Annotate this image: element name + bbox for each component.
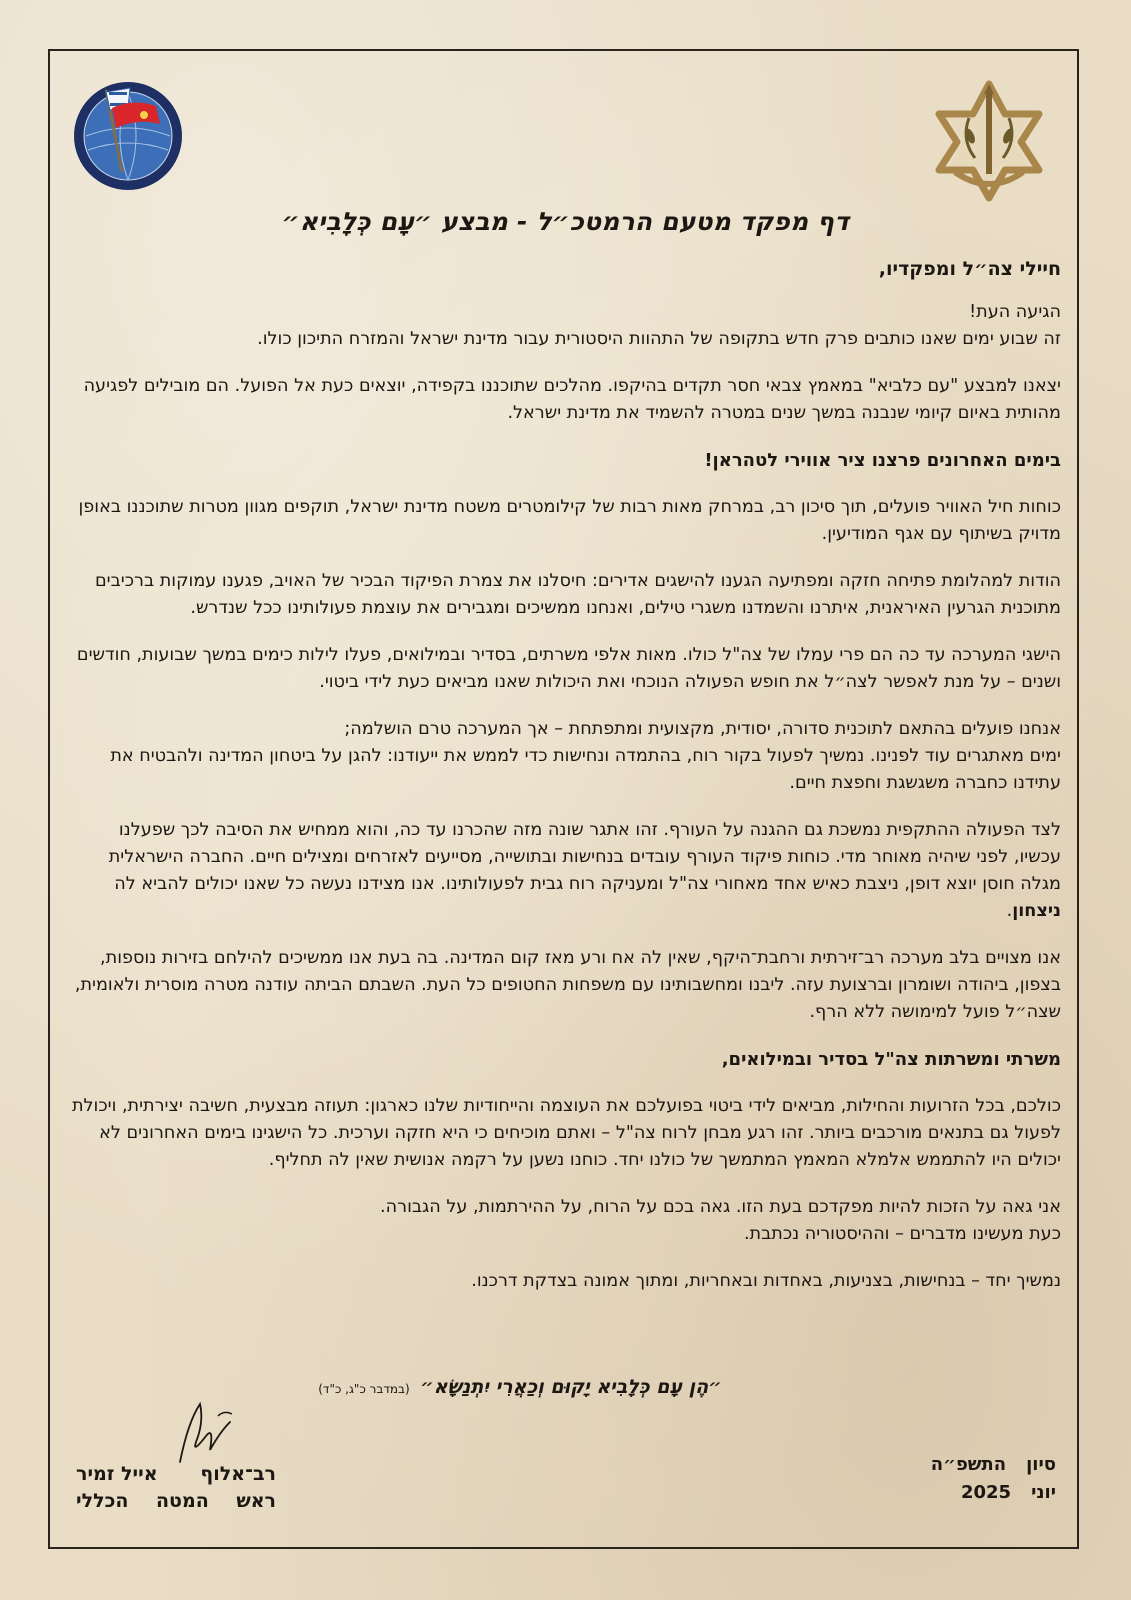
gregorian-date-row [906, 1479, 1056, 1507]
paragraph-10 [70, 1194, 1061, 1248]
signer-role-a: ראש [236, 1490, 276, 1512]
general-staff-emblem-icon [72, 80, 184, 192]
page-title: דף מפקד מטעם הרמטכ״ל - מבצע ״עָם כְּלָבִיא״ [281, 207, 850, 236]
paragraph-8: אנו מצויים בלב מערכה רב־זירתית ורחבת־היקף, שאין לה אח ורע מאז קום המדינה. בה בעת אנו ממשיכים להילחם בזירות נוספות, בצפון, ביהודה ושומרון וברצועת עזה. ליבנו ומחשבותינו עם משפחות החטופים כל העת. השבתם הביתה עודנה מטרה מוסרית ולאומית, שצה״ל פועל למימושה ללא הרף. [74, 948, 1061, 1022]
paragraph-10-line-1: אני גאה על הזכות להיות מפקדכם בעת הזו. גאה בכם על הרוח, על ההירתמות, על הגבורה. [380, 1197, 1061, 1217]
handwritten-signature-icon [170, 1392, 240, 1472]
quote-text: ״הֶן עָם כְּלָבִיא יָקוּם וְכַאֲרִי יִתְנַשָּׂא״ [420, 1376, 722, 1398]
paragraph-4: הודות למהלומת פתיחה חזקה ומפתיעה הגענו להישגים אדירים: חיסלנו את צמרת הפיקוד הבכיר של האויב, פגענו עמוקות ברכיבים מתוכנית הגרעין האיראנית, איתרנו והשמדנו משגרי טילים, ואנחנו ממשיכים ומגבירים את עוצמת פעולותינו ככל שנדרש. [95, 571, 1061, 618]
hebrew-date-row [906, 1451, 1056, 1479]
hebrew-month: סיון [1026, 1454, 1056, 1475]
paragraph-10-line-2: כעת מעשינו מדברים – וההיסטוריה נכתבת. [743, 1224, 1061, 1244]
biblical-quote [240, 1376, 800, 1398]
paragraph-2: יצאנו למבצע "עם כלביא" במאמץ צבאי חסר תקדים בהיקפו. מהלכים שתוכננו בקפידה, יוצאים כעת אל הפועל. הם מובילים לפגיעה מהותית באיום קיומי שנבנה במשך שנים במטרה להשמיד את מדינת ישראל. [83, 376, 1061, 423]
paragraph-11: נמשיך יחד – בנחישות, בצניעות, באחדות ובאחריות, ומתוך אמונה בצדקת דרכנו. [471, 1271, 1061, 1291]
signer-name: אייל זמיר [76, 1463, 158, 1485]
paragraph-5: הישגי המערכה עד כה הם פרי עמלו של צה"ל כולו. מאות אלפי משרתים, בסדיר ובמילואים, פעלו לילות כימים במשך שבועות, חודשים ושנים – על מנת לאפשר לצה״ל את חופש הפעולה הנוכחי ואת היכולות שאנו מביאים כעת לידי ביטוי. [76, 645, 1061, 692]
paragraph-9: כולכם, בכל הזרועות והחילות, מביאים לידי ביטוי בפועלכם את העוצמה והייחודיות שלנו כארגון: תעוזה מבצעית, חשיבה יצירתית, ויכולת לפעול גם בתנאים מורכבים ביותר. זהו רגע מבחן לרוח צה"ל – ואתם מוכיחים כי היא חזקה וערכית. כל הישגינו בימים האחרונים לא יכולים היו להתממש אלמלא המאמץ המתמשך של כולנו יחד. כוחנו נשען על רקמה אנושית שאין לה תחליף. [71, 1096, 1061, 1170]
greeting: חיילי צה״ל ומפקדיו, [878, 258, 1061, 280]
date-block [906, 1451, 1056, 1507]
paragraph-7-end: . [1006, 901, 1013, 921]
quote-reference: (במדבר כ"ג, כ"ד) [318, 1382, 410, 1396]
paragraph-1-line-2: זה שבוע ימים שאנו כותבים פרק חדש בתקופה של התהוות היסטורית עבור מדינת ישראל והמזרח התיכון כולו. [257, 329, 1061, 349]
section-heading-airspace: בימים האחרונים פרצנו ציר אווירי לטהראן! [704, 450, 1061, 471]
paragraph-7 [70, 817, 1061, 925]
letter-body [70, 256, 1061, 1315]
gregorian-month: יוני [1031, 1482, 1056, 1503]
hebrew-year: התשפ״ה [930, 1454, 1007, 1475]
paragraph-6-line-1: אנחנו פועלים בהתאם לתוכנית סדורה, יסודית, מקצועית ומתפתחת – אך המערכה טרם הושלמה; [344, 719, 1061, 739]
signer-name-row [76, 1461, 276, 1488]
paragraph-1 [70, 299, 1061, 353]
signer-role-row [76, 1488, 276, 1515]
paragraph-6-line-2: ימים מאתגרים עוד לפנינו. נמשיך לפעול בקור רוח, בהתמדה ונחישות כדי לממש את ייעודנו: להגן על ביטחון המדינה ולהבטיח את עתידנו כחברה משגשגת וחפצת חיים. [110, 746, 1061, 793]
signature-block [76, 1461, 276, 1515]
signer-role-b: המטה [155, 1490, 209, 1512]
idf-emblem-icon [925, 78, 1053, 202]
paragraph-7-text: לצד הפעולה ההתקפית נמשכת גם ההגנה על העורף. זהו אתגר שונה מזה שהכרנו עד כה, והוא ממחיש את הסיבה לכך שפעלנו עכשיו, לפני שיהיה מאוחר מדי. כוחות פיקוד העורף עובדים בנחישות ובתושייה, מסייעים לאזרחים ומצילים חיים. החברה הישראלית מגלה חוסן יוצא דופן, ניצבת כאיש אחד מאחורי צה"ל ומעניקה רוח גבית לפעולותינו. אנו מצידנו נעשה כל שאנו יכולים להביא לה [108, 820, 1061, 894]
paragraph-3: כוחות חיל האוויר פועלים, תוך סיכון רב, במרחק מאות רבות של קילומטרים משטח מדינת ישראל, תוקפים מגוון מטרות שתוכננו באופן מדויק בשיתוף עם אגף המודיעין. [78, 497, 1061, 544]
section-heading-soldiers: משרתי ומשרתות צה"ל בסדיר ובמילואים, [721, 1049, 1061, 1070]
paragraph-1-line-1: הגיעה העת! [969, 302, 1061, 322]
signer-rank: רב־אלוף [200, 1463, 276, 1485]
gregorian-year: 2025 [960, 1482, 1012, 1503]
signer-role-c: הכללי [76, 1490, 129, 1512]
paragraph-6 [70, 716, 1061, 797]
victory-word: ניצחון [1012, 901, 1061, 921]
